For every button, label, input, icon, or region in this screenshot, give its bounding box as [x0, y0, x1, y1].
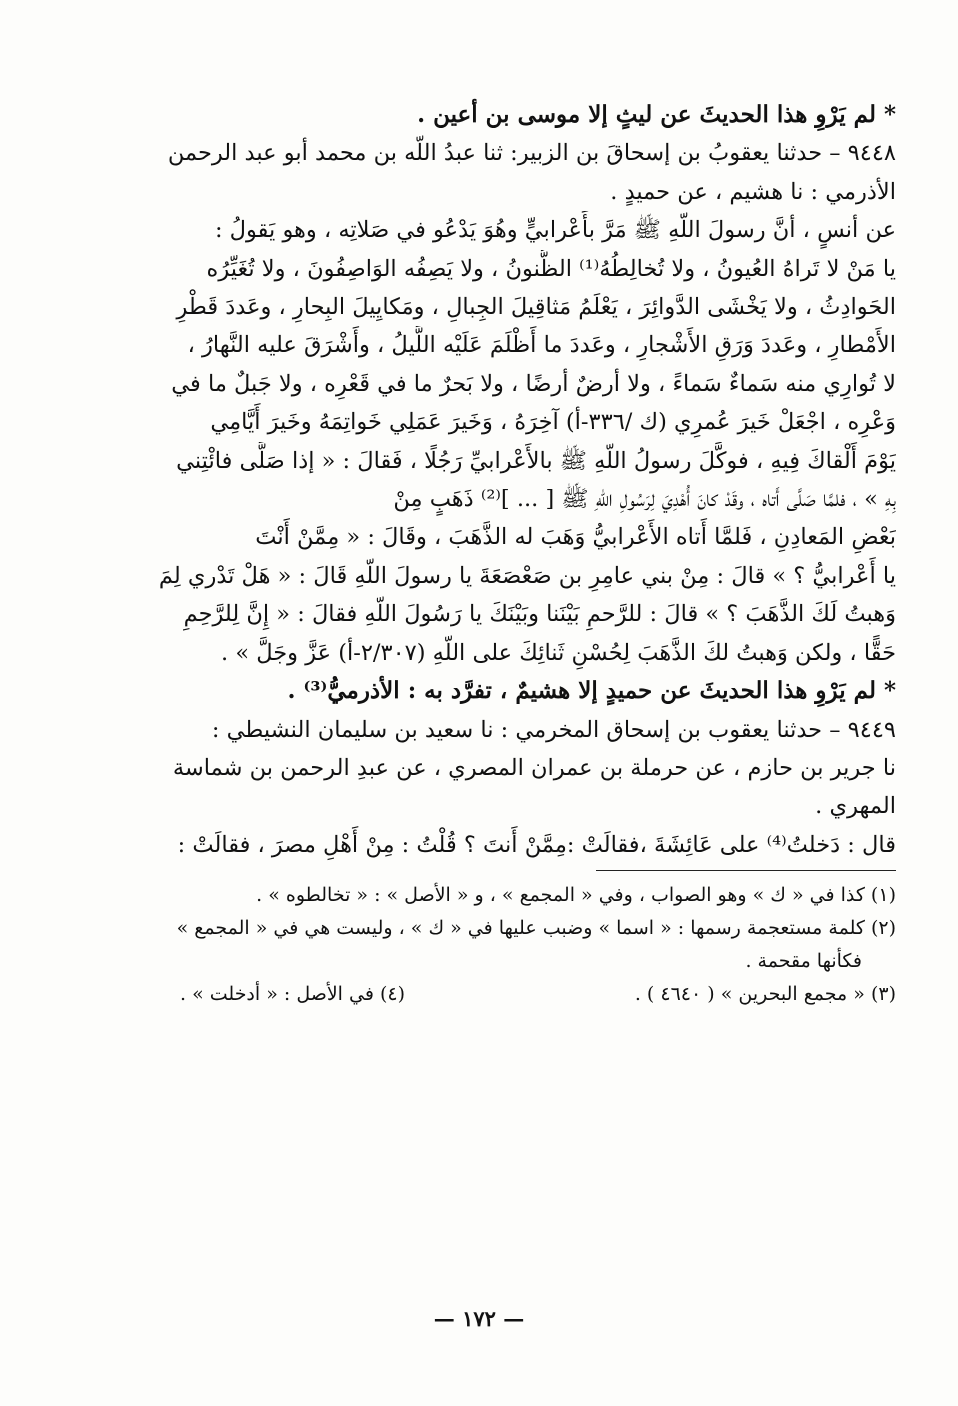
- text-line: المهري .: [815, 793, 896, 820]
- hadith-9449-header: ٩٤٤٩ – حدثنا يعقوب بن إسحاق المخرمي : نا سعيد بن سليمان النشيطي :: [211, 716, 896, 743]
- footnote: (٤) في الأصل : « أدخلت » .: [180, 983, 406, 1006]
- text-line: عن أنسٍ ، أنَّ رسولَ اللّهِ ﷺ مَرَّ بأَعْرابيٍّ وهُوَ يَدْعُو في صَلاتِه ، وهو يَقولُ :: [214, 217, 896, 244]
- text-line: وَعْرِه ، اجْعَلْ خَيرَ عُمرِي (ك /٣٣٦-أ) آخِرَهُ ، وَخَيرَ عَمَلِي خَواتِمَهُ وخَيرَ أَيَّامِي: [210, 409, 896, 436]
- text-line: الأذرمي : نا هشيم ، عن حميدٍ .: [610, 178, 896, 205]
- text-line: بِهِ » ، فلمَّا صَلَّى أَتاه ، وقَدْ كانَ أُهْدِيَ لِرَسُولِ اللّهِ ﷺ [ ... ]⁽²⁾ ذَهَبٍ مِنْ: [393, 486, 896, 513]
- note-line: * لم يَرْوِ هذا الحديثَ عن ليثٍ إلا موسى بن أعين .: [417, 101, 896, 128]
- note-line: * لم يَرْوِ هذا الحديثَ عن حميدٍ إلا هشيمٌ ، تفرَّد به : الأذرميُّ⁽³⁾ .: [287, 677, 896, 705]
- text-line: لا تُوارِي منه سَماءٌ سَماءً ، ولا أرضٌ أرضًا ، ولا بَحرٌ ما في قَعْرِه ، ولا جَبلٌ ما في: [171, 370, 896, 397]
- footnote-row: [70, 978, 896, 1011]
- text-line: وَهبتُ لَكَ الذَّهَبَ ؟ » قالَ : للرَّحمِ بَيْنَنا وبَيْنَكَ يا رَسُولَ اللّهِ فقالَ : « إِنَّ لِلرَّحِمِ: [183, 601, 896, 628]
- text-line: يا أَعْرابيُّ ؟ » قالَ : مِنْ بني عامِرِ بن صَعْصَعَةَ يا رسولَ اللّهِ قَالَ : « هَلْ تَدْري لِمَ: [158, 562, 896, 589]
- text-line: الحَوادِثُ ، ولا يَخْشَى الدَّوائِرَ ، يَعْلَمُ مَثاقِيلَ الجِبالِ ، ومَكايِيلَ البِحارِ ، وعَددَ قَطْرِ: [176, 294, 896, 321]
- footnote: (٣) « مجمع البحرين » ( ٤٦٤٠ ) .: [634, 983, 896, 1006]
- page-number: — ١٧٢ —: [433, 1306, 525, 1331]
- footnote: (٢) كلمة مستعجمة رسمها : « اسما » وضبب عليها في « ك » ، وليست هي في « المجمع »: [176, 917, 896, 940]
- text-line: يا مَنْ لا تَراهُ العُيونُ ، ولا تُخالِطُهُ⁽¹⁾ الظُّنونُ ، ولا يَصِفُه الوَاصِفُونَ ، ولا تُغَيِّرُه: [206, 255, 896, 282]
- text-line: حَقًّا ، ولكن وَهبتُ لكَ الذَّهَبَ لِحُسْنِ ثَنائِكَ على اللّهِ (٢/٣٠٧-أ) عَزَّ وجَلَّ » .: [221, 639, 896, 666]
- hadith-9448-header: ٩٤٤٨ – حدثنا يعقوبُ بن إسحاقَ بن الزبير: ثنا عبدُ اللّه بن محمد أبو عبد الرحمن: [167, 140, 896, 167]
- text-line: نا جرير بن حازم ، عن حرملة بن عمران المصري ، عن عبدِ الرحمن بن شماسة: [172, 754, 896, 781]
- text-line: يَوْمَ أَلْقاكَ فِيهِ ، فوكَّلَ رسولُ اللّهِ ﷺ بالأَعْرابيِّ رَجُلًا ، فَقالَ : « إذا صَلَّى فائْتِني: [176, 447, 896, 474]
- text-line: الأَمْطارِ ، وعَددَ وَرَقِ الأَشْجارِ ، وعَددَ ما أَظْلَمَ عَلَيْه اللَّيلُ ، وأَشْرَقَ عليه النَّهارُ ،: [187, 332, 896, 359]
- text-line: بَعْضِ المَعادِنِ ، فَلمَّا أَتاه الأَعْرابيُّ وَهَبَ له الذَّهَبَ ، وقَالَ : « مِمَّنْ أَنْتَ: [255, 524, 896, 551]
- text-line: قال : دَخلتُ⁽⁴⁾ على عَائِشَةَ ،فقالَتْ :مِمَّنْ أَنتَ ؟ قُلْتُ : مِنْ أَهْلِ مصرَ ، فقالَتْ :: [177, 831, 896, 858]
- footnote-continuation: فكأنها مقحمة .: [745, 950, 862, 973]
- footnote-divider: [596, 870, 896, 871]
- footnote: (١) كذا في « ك » وهو الصواب ، وفي « المجمع » ، و « الأصل » : « تخالطوه » .: [256, 884, 896, 907]
